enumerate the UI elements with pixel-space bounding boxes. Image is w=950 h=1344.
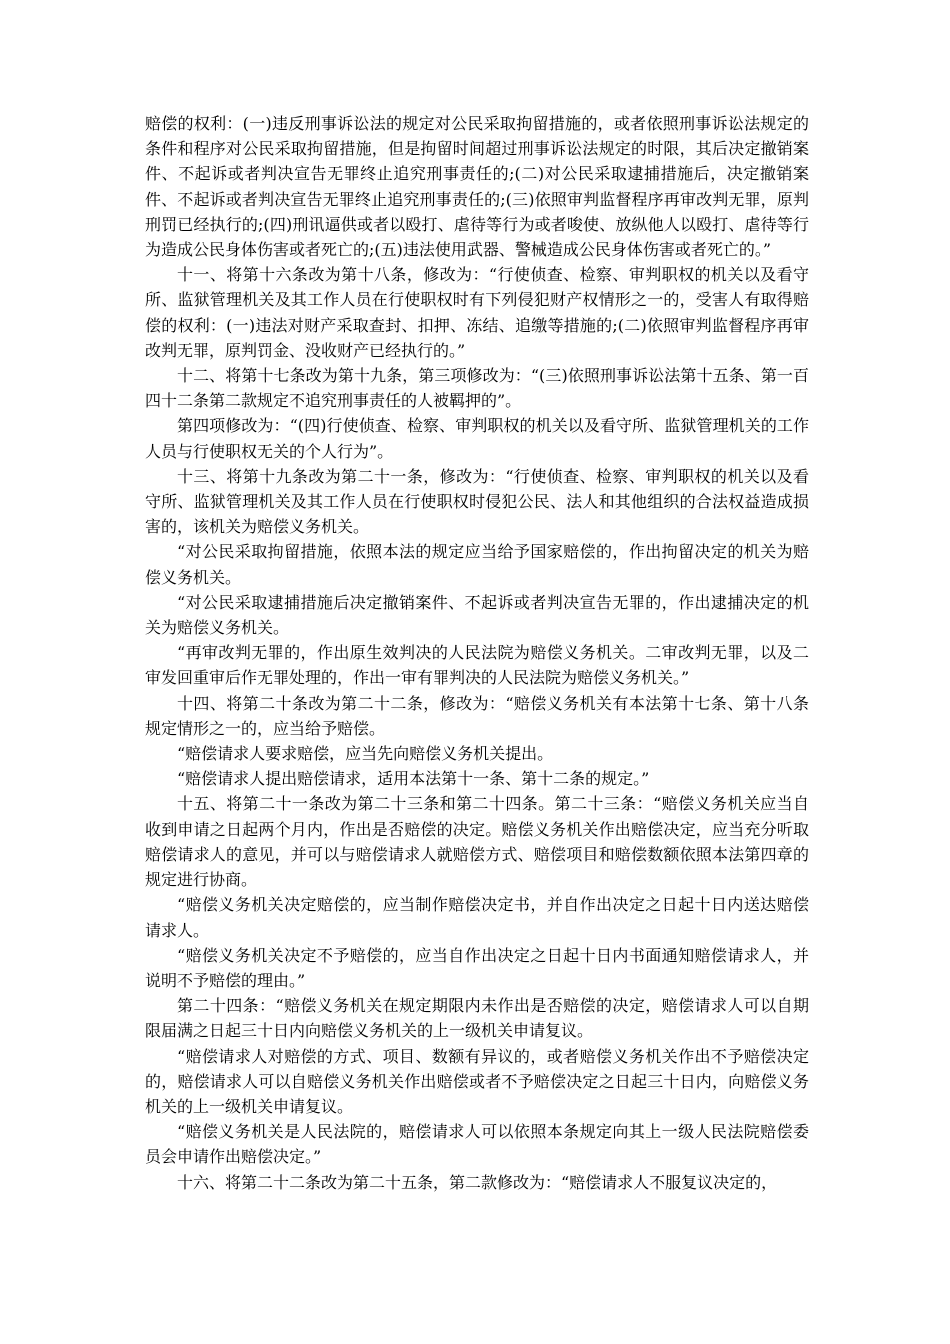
paragraph: 十五、将第二十一条改为第二十三条和第二十四条。第二十三条：“赔偿义务机关应当自收到申请之日起两个月内，作出是否赔偿的决定。赔偿义务机关作出赔偿决定，应当充分听取赔偿请求人的意见，并可以与赔偿请求人就赔偿方式、赔偿项目和赔偿数额依照本法第四章的规定进行协商。 [145,794,809,890]
paragraph: 十二、将第十七条改为第十九条，第三项修改为：“(三)依照刑事诉讼法第十五条、第一百四十二条第二款规定不追究刑事责任的人被羁押的”。 [145,366,809,411]
paragraph: 第二十四条：“赔偿义务机关在规定期限内未作出是否赔偿的决定，赔偿请求人可以自期限届满之日起三十日内向赔偿义务机关的上一级机关申请复议。 [145,996,809,1041]
paragraph: 第四项修改为：“(四)行使侦查、检察、审判职权的机关以及看守所、监狱管理机关的工作人员与行使职权无关的个人行为”。 [145,416,809,461]
paragraph: “对公民采取逮捕措施后决定撤销案件、不起诉或者判决宣告无罪的，作出逮捕决定的机关为赔偿义务机关。 [145,592,809,638]
paragraph: 十四、将第二十条改为第二十二条，修改为：“赔偿义务机关有本法第十七条、第十八条规定情形之一的，应当给予赔偿。 [145,693,809,738]
paragraph: “赔偿义务机关决定不予赔偿的，应当自作出决定之日起十日内书面通知赔偿请求人，并说明不予赔偿的理由。” [145,945,809,990]
paragraph: “赔偿义务机关是人民法院的，赔偿请求人可以依照本条规定向其上一级人民法院赔偿委员会申请作出赔偿决定。” [145,1122,809,1167]
paragraph: “再审改判无罪的，作出原生效判决的人民法院为赔偿义务机关。二审改判无罪，以及二审发回重审后作无罪处理的，作出一审有罪判决的人民法院为赔偿义务机关。” [145,643,809,688]
document-body [145,111,809,1195]
paragraph: 赔偿的权利：(一)违反刑事诉讼法的规定对公民采取拘留措施的，或者依照刑事诉讼法规定的条件和程序对公民采取拘留措施，但是拘留时间超过刑事诉讼法规定的时限，其后决定撤销案件、不起诉或者判决宣告无罪终止追究刑事责任的;(二)对公民采取逮捕措施后，决定撤销案件、不起诉或者判决宣告无罪终止追究刑事责任的;(三)依照审判监督程序再审改判无罪，原判刑罚已经执行的;(四)刑讯逼供或者以殴打、虐待等行为或者唆使、放纵他人以殴打、虐待等行为造成公民身体伤害或者死亡的;(五)违法使用武器、警械造成公民身体伤害或者死亡的。” [145,114,809,260]
paragraph: 十一、将第十六条改为第十八条，修改为：“行使侦查、检察、审判职权的机关以及看守所、监狱管理机关及其工作人员在行使职权时有下列侵犯财产权情形之一的，受害人有取得赔偿的权利：(一)违法对财产采取查封、扣押、冻结、追缴等措施的;(二)依照审判监督程序再审改判无罪，原判罚金、没收财产已经执行的。” [145,265,809,360]
paragraph: “赔偿请求人提出赔偿请求，适用本法第十一条、第十二条的规定。” [177,769,650,789]
paragraph: “赔偿义务机关决定赔偿的，应当制作赔偿决定书，并自作出决定之日起十日内送达赔偿请求人。 [145,895,809,940]
paragraph: “对公民采取拘留措施，依照本法的规定应当给予国家赔偿的，作出拘留决定的机关为赔偿义务机关。 [145,542,809,587]
paragraph: “赔偿请求人对赔偿的方式、项目、数额有异议的，或者赔偿义务机关作出不予赔偿决定的，赔偿请求人可以自赔偿义务机关作出赔偿或者不予赔偿决定之日起三十日内，向赔偿义务机关的上一级机关申请复议。 [145,1046,809,1116]
paragraph: 十六、将第二十二条改为第二十五条，第二款修改为：“赔偿请求人不服复议决定的， [177,1172,778,1192]
paragraph: 十三、将第十九条改为第二十一条，修改为：“行使侦查、检察、审判职权的机关以及看守所、监狱管理机关及其工作人员在行使职权时侵犯公民、法人和其他组织的合法权益造成损害的，该机关为赔偿义务机关。 [145,466,809,537]
paragraph: “赔偿请求人要求赔偿，应当先向赔偿义务机关提出。 [177,744,554,764]
